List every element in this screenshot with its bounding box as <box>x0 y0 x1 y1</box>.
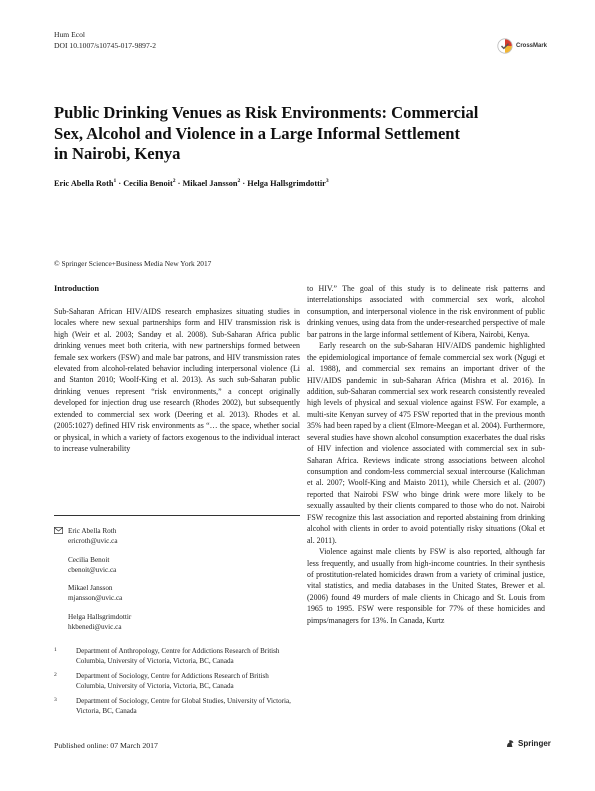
title-line: in Nairobi, Kenya <box>54 144 181 163</box>
body-paragraph: Sub-Saharan African HIV/AIDS research emphasizes situating studies in locales where new sexual partnerships form and HIV transmission risk is high (Weir et al. 2003; Sandøy et al. 2008). Sub-Saharan Africa public drinking venues meet both criteria, with new partnerships formed between female sex workers (FSW) and male bar patrons, and HIV transmission rates elevated from alcohol-related behavior including interpersonal violence (Li and Stanton 2010; Woolf-King et al. 2013). As such sub-Saharan public drinking venues represent “risk environments,” a concept originally developed for injection drug use research (Rhodes 2002), but subsequently extended to commercial sex work (Deering et al. 2013). Rhodes et al. (2005:1027) defined HIV risk environments as “… the space, whether social or physical, in which a variety of factors exogenous to the individual interact to increase vulnerability <box>54 306 300 454</box>
affiliation-text: Department of Sociology, Centre for Addictions Research of British Columbia, University of Victoria, Victoria, BC, Canada <box>76 672 269 691</box>
contact-entry <box>68 612 131 632</box>
crossmark-icon <box>497 38 513 54</box>
author-separator: · <box>242 178 248 188</box>
contact-email[interactable]: cbenoit@uvic.ca <box>68 565 117 574</box>
affiliation-entry <box>54 696 300 716</box>
contact-list <box>54 526 131 640</box>
springer-horse-icon <box>505 738 515 748</box>
crossmark-badge[interactable] <box>497 38 547 54</box>
affiliation-number: 2 <box>54 672 57 678</box>
contact-name: Eric Abella Roth <box>68 527 117 535</box>
affiliation-entry <box>54 671 300 691</box>
author-name[interactable]: Helga Hallsgrimdottir <box>247 178 326 188</box>
title-line: Sex, Alcohol and Violence in a Large Informal Settlement <box>54 123 461 143</box>
left-column <box>54 283 300 455</box>
title-line: Public Drinking Venues as Risk Environments: Commercial <box>54 103 479 122</box>
journal-name: Hum Ecol <box>54 30 86 39</box>
contact-name: Helga Hallsgrimdottir <box>68 612 132 621</box>
author-name[interactable]: Mikael Jansson <box>182 178 238 188</box>
contact-email[interactable]: hkbenedi@uvic.ca <box>68 622 122 631</box>
contact-name: Cecilia Benoit <box>68 555 110 564</box>
affiliation-number: 1 <box>54 647 57 653</box>
journal-header <box>54 30 156 51</box>
affiliation-text: Department of Anthropology, Centre for Addictions Research of British Columbia, University of Victoria, Victoria, BC, Canada <box>76 647 280 666</box>
author-separator: · <box>177 178 183 188</box>
springer-logo <box>505 738 551 748</box>
contact-email[interactable]: mjansson@uvic.ca <box>68 594 123 602</box>
publisher-name: Springer <box>518 738 551 748</box>
author-affiliation-ref: 2 <box>172 178 176 184</box>
body-paragraph: Violence against male clients by FSW is also reported, although far less frequently, and usually from high-income countries. In their synthesis of prostitution-related homicides drawn from a variety of criminal justice, vital statistics, and media databases in the United States, Brewer et al. (2006) found 49 murders of male clients in Chicago and St. Louis from 1965 to 1995. FSW were responsible for 77% of these homicides and pimps/managers for 13%. In Canada, Kurtz <box>307 547 545 625</box>
affiliation-number: 3 <box>54 697 57 703</box>
published-online-date: Published online: 07 March 2017 <box>54 741 158 750</box>
body-paragraph: Early research on the sub-Saharan HIV/AIDS pandemic highlighted the epidemiological importance of female commercial sex work (Ngugi et al. 1988), and commercial sex remains an important driver of the HIV/AIDS pandemic in sub-Saharan Africa (Mishra et al. 2016). In addition, sub-Saharan commercial sex work research consistently revealed high levels of physical and sexual violence against FSW. For example, a multi-site Kenyan survey of 475 FSW reported that in the previous month 35% had been raped by a client (Elmore-Meegan et al. 2004). Furthermore, several studies have shown alcohol consumption exacerbates the dual risks of HIV infection and violence associated with commercial sex in sub-Saharan Africa. Reviews indicate strong associations between alcohol consumption and condom-less commercial sexual intercourse (Kalichman et al. 2007; Woolf-King and Maisto 2011), while Chersich et al. (2007) reported that Nairobi FSW who binge drink were more likely to be sexually assaulted by their clients compared to those who do not. Nairobi FSW recognize this last association and reported abstaining from drinking alcohol with clients in order to avoid potentially risky situations (Okal et al. 2011). <box>307 341 545 545</box>
body-paragraph: to HIV.” The goal of this study is to delineate risk patterns and interrelationships associated with commercial sex work, alcohol consumption, and interpersonal violence in the risk environment of public drinking venues, using data from the under-researched perspective of male bar patrons in the large informal settlement of Kibera, Nairobi, Kenya. <box>307 284 545 339</box>
footnote-divider <box>54 515 300 516</box>
author-name[interactable]: Cecilia Benoit <box>123 178 173 188</box>
right-column <box>307 283 545 626</box>
affiliation-entry <box>54 646 300 666</box>
crossmark-label: CrossMark <box>516 43 548 49</box>
author-name[interactable]: Eric Abella Roth <box>54 178 114 188</box>
contact-entry <box>68 555 131 575</box>
contact-name: Mikael Jansson <box>68 584 113 592</box>
doi[interactable]: DOI 10.1007/s10745-017-9897-2 <box>54 40 157 50</box>
contact-email[interactable]: ericroth@uvic.ca <box>68 537 118 545</box>
affiliation-list <box>54 646 300 721</box>
author-affiliation-ref: 1 <box>113 178 117 184</box>
copyright-notice: © Springer Science+Business Media New York 2017 <box>54 259 212 268</box>
author-list <box>54 178 329 188</box>
affiliation-text: Department of Sociology, Centre for Global Studies, University of Victoria, Victoria, BC, Canada <box>76 697 291 716</box>
author-separator: · <box>118 178 124 188</box>
contact-entry <box>68 526 131 546</box>
contact-entry <box>68 583 131 603</box>
author-affiliation-ref: 2 <box>237 178 241 184</box>
article-title <box>54 103 524 165</box>
author-affiliation-ref: 3 <box>325 178 329 184</box>
section-heading: Introduction <box>54 284 100 293</box>
